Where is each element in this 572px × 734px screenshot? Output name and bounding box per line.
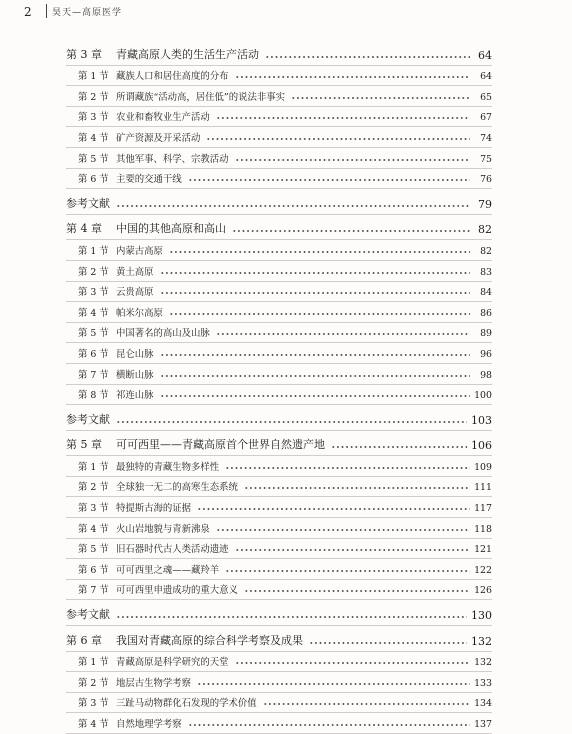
toc-entry-text (78, 284, 154, 301)
toc-entry-text (78, 243, 163, 260)
section-title: 云贵高原 (116, 287, 154, 299)
toc-section-row[interactable] (66, 261, 492, 282)
section-number: 第 5 节 (78, 153, 109, 165)
toc-entry-text (66, 220, 226, 239)
dot-leader (160, 393, 470, 399)
toc-section-row[interactable] (66, 323, 492, 344)
toc-section-row[interactable] (66, 518, 492, 539)
chapter-number: 第 5 章 (66, 438, 102, 452)
table-of-contents (66, 40, 492, 734)
toc-section-row[interactable] (66, 86, 492, 107)
toc-section-row[interactable] (66, 343, 492, 364)
section-number: 第 2 节 (78, 482, 109, 494)
toc-entry-text (66, 632, 303, 651)
section-title: 矿产资源及开采活动 (116, 132, 201, 144)
section-number: 第 4 节 (78, 307, 109, 319)
dot-leader (291, 95, 470, 101)
dot-leader (216, 527, 470, 533)
section-title: 祁连山脉 (116, 390, 154, 402)
section-number: 第 2 节 (78, 677, 109, 689)
toc-entry-text (78, 325, 210, 342)
toc-section-row[interactable] (66, 580, 492, 601)
section-title: 昆仑山脉 (116, 348, 154, 360)
dot-leader (235, 547, 470, 553)
toc-entry-text (78, 68, 229, 85)
toc-section-row[interactable] (66, 477, 492, 498)
toc-section-row[interactable] (66, 148, 492, 169)
dot-leader (216, 115, 470, 121)
page-ref: 65 (480, 91, 492, 103)
dot-leader (235, 157, 470, 163)
section-title: 藏族人口和居住高度的分布 (116, 71, 229, 83)
section-title: 地层古生物学考察 (116, 677, 192, 689)
section-title: 所谓藏族“活动高，居住低”的说法非事实 (116, 91, 285, 103)
dot-leader (197, 506, 470, 512)
dot-leader (244, 588, 470, 594)
dot-leader (160, 373, 470, 379)
page-ref: 64 (480, 71, 492, 83)
page-ref: 111 (474, 482, 492, 494)
page-ref: 109 (474, 461, 492, 473)
page-ref: 118 (474, 523, 492, 535)
section-title: 内蒙古高原 (116, 245, 163, 257)
toc-chapter-row[interactable] (66, 431, 492, 457)
toc-entry-text (78, 582, 238, 599)
section-title: 三趾马动物群化石发现的学术价值 (116, 698, 257, 710)
toc-entry-text (78, 305, 163, 322)
dot-leader (116, 419, 467, 425)
section-number: 第 7 节 (78, 369, 109, 381)
toc-section-row[interactable] (66, 672, 492, 693)
section-number: 第 4 节 (78, 132, 109, 144)
section-title: 全球独一无二的高寒生态系统 (116, 482, 238, 494)
toc-entry-text (78, 459, 219, 476)
page-ref: 98 (480, 369, 492, 381)
section-number: 第 4 节 (78, 523, 109, 535)
dot-leader (244, 485, 470, 491)
toc-entry-text (66, 411, 110, 430)
toc-section-row[interactable] (66, 282, 492, 303)
references-label: 参考文献 (66, 196, 110, 210)
section-number: 第 3 节 (78, 112, 109, 124)
toc-entry-text (78, 500, 191, 517)
dot-leader (160, 290, 470, 296)
section-number: 第 7 节 (78, 585, 109, 597)
section-title: 旧石器时代古人类活动遗迹 (116, 544, 229, 556)
toc-entry-text (78, 130, 200, 147)
section-title: 最独特的青藏生物多样性 (116, 461, 220, 473)
page-ref: 67 (480, 112, 492, 124)
page-ref: 132 (471, 634, 492, 648)
page-ref: 79 (478, 197, 492, 211)
toc-section-row[interactable] (66, 127, 492, 148)
toc-section-row[interactable] (66, 169, 492, 190)
section-number: 第 6 节 (78, 174, 109, 186)
dot-leader (235, 74, 470, 80)
toc-section-row[interactable] (66, 240, 492, 261)
dot-leader (169, 249, 470, 255)
toc-entry-text (78, 346, 154, 363)
page-ref: 75 (480, 153, 492, 165)
chapter-number: 第 4 章 (66, 222, 102, 236)
toc-entry-text (78, 367, 154, 384)
section-title: 主要的交通干线 (116, 174, 182, 186)
dot-leader (235, 660, 470, 666)
toc-entry-text (78, 654, 229, 671)
dot-leader (309, 640, 467, 646)
toc-entry-text (78, 675, 191, 692)
toc-entry-text (66, 195, 110, 214)
toc-entry-text (78, 521, 210, 538)
page-ref: 130 (471, 609, 492, 623)
section-title: 黄土高原 (116, 266, 154, 278)
toc-entry-text (78, 716, 182, 733)
references-label: 参考文献 (66, 608, 110, 622)
toc-section-row[interactable] (66, 385, 492, 406)
dot-leader (263, 701, 470, 707)
section-title: 青藏高原是科学研究的天堂 (116, 657, 229, 669)
toc-entry-text (66, 46, 259, 65)
page-ref: 122 (474, 564, 492, 576)
page-ref: 89 (480, 328, 492, 340)
dot-leader (206, 136, 470, 142)
page-ref: 64 (478, 48, 492, 62)
dot-leader (331, 444, 467, 450)
section-number: 第 5 节 (78, 328, 109, 340)
page-ref: 74 (480, 132, 492, 144)
toc-references-row[interactable] (66, 189, 492, 215)
dot-leader (160, 352, 470, 358)
dot-leader (265, 54, 470, 60)
page-ref: 121 (474, 544, 492, 556)
dot-leader (188, 722, 470, 728)
chapter-number: 第 6 章 (66, 633, 102, 647)
toc-section-row[interactable] (66, 456, 492, 477)
chapter-title: 可可西里——青藏高原首个世界自然遗产地 (116, 438, 325, 452)
page-ref: 83 (480, 266, 492, 278)
section-number: 第 8 节 (78, 390, 109, 402)
section-number: 第 4 节 (78, 719, 109, 730)
page-ref: 76 (480, 174, 492, 186)
section-number: 第 1 节 (78, 657, 109, 669)
toc-entry-text (78, 89, 285, 106)
chapter-title: 青藏高原人类的生活生产活动 (116, 47, 259, 61)
toc-entry-text (78, 387, 154, 404)
toc-section-row[interactable] (66, 559, 492, 580)
page-ref: 132 (474, 657, 492, 669)
toc-section-row[interactable] (66, 107, 492, 128)
dot-leader (116, 203, 470, 209)
toc-entry-text (78, 695, 257, 712)
toc-references-row[interactable] (66, 405, 492, 431)
dot-leader (160, 270, 470, 276)
dot-leader (116, 614, 467, 620)
toc-entry-text (78, 171, 182, 188)
page-number: 2 (24, 5, 32, 19)
toc-entry-text (78, 479, 238, 496)
toc-section-row[interactable] (66, 497, 492, 518)
toc-section-row[interactable] (66, 302, 492, 323)
section-number: 第 6 节 (78, 564, 109, 576)
dot-leader (197, 681, 470, 687)
running-book-title: 昊天—高原医学 (52, 8, 123, 18)
page-ref: 137 (474, 719, 492, 730)
toc-entry-text (78, 151, 229, 168)
section-number: 第 1 节 (78, 245, 109, 257)
toc-references-row[interactable] (66, 600, 492, 626)
dot-leader (232, 228, 470, 234)
page-ref: 133 (474, 677, 492, 689)
section-title: 可可西里之魂——藏羚羊 (116, 564, 220, 576)
section-title: 农业和畜牧业生产活动 (116, 112, 210, 124)
section-title: 其他军事、科学、宗教活动 (116, 153, 229, 165)
section-title: 火山岩地貌与青新沸泉 (116, 523, 210, 535)
section-number: 第 1 节 (78, 71, 109, 83)
section-number: 第 3 节 (78, 503, 109, 515)
section-number: 第 6 节 (78, 348, 109, 360)
section-number: 第 3 节 (78, 287, 109, 299)
page-ref: 82 (478, 223, 492, 237)
toc-entry-text (78, 541, 229, 558)
page-ref: 117 (474, 503, 492, 515)
chapter-number: 第 3 章 (66, 47, 102, 61)
toc-entry-text (78, 264, 154, 281)
page-ref: 100 (474, 390, 492, 402)
toc-entry-text (66, 436, 325, 455)
toc-entry-text (78, 562, 219, 579)
dot-leader (225, 568, 470, 574)
chapter-title: 中国的其他高原和高山 (116, 222, 226, 236)
toc-section-row[interactable] (66, 713, 492, 734)
section-number: 第 2 节 (78, 266, 109, 278)
section-title: 中国著名的高山及山脉 (116, 328, 210, 340)
section-title: 横断山脉 (116, 369, 154, 381)
page-ref: 82 (480, 245, 492, 257)
toc-section-row[interactable] (66, 652, 492, 673)
toc-chapter-row[interactable] (66, 215, 492, 241)
section-number: 第 1 节 (78, 461, 109, 473)
references-label: 参考文献 (66, 412, 110, 426)
section-title: 特提斯古海的证据 (116, 503, 192, 515)
page-ref: 106 (471, 439, 492, 453)
dot-leader (188, 177, 470, 183)
page-ref: 134 (474, 698, 492, 710)
section-title: 自然地理学考察 (116, 719, 182, 730)
toc-section-row[interactable] (66, 364, 492, 385)
toc-chapter-row[interactable] (66, 40, 492, 66)
toc-section-row[interactable] (66, 693, 492, 714)
page-ref: 84 (480, 287, 492, 299)
toc-section-row[interactable] (66, 66, 492, 87)
header-divider (46, 4, 47, 18)
toc-entry-text (78, 109, 210, 126)
toc-section-row[interactable] (66, 539, 492, 560)
toc-chapter-row[interactable] (66, 626, 492, 652)
section-number: 第 3 节 (78, 698, 109, 710)
chapter-title: 我国对青藏高原的综合科学考察及成果 (116, 633, 303, 647)
toc-entry-text (66, 606, 110, 625)
section-title: 可可西里申遗成功的重大意义 (116, 585, 238, 597)
dot-leader (216, 331, 470, 337)
dot-leader (169, 311, 470, 317)
section-number: 第 5 节 (78, 544, 109, 556)
page-ref: 103 (471, 413, 492, 427)
page-ref: 126 (474, 585, 492, 597)
section-title: 帕米尔高原 (116, 307, 163, 319)
dot-leader (225, 465, 470, 471)
page-header (0, 0, 572, 30)
page-ref: 96 (480, 348, 492, 360)
page-ref: 86 (480, 307, 492, 319)
section-number: 第 2 节 (78, 91, 109, 103)
